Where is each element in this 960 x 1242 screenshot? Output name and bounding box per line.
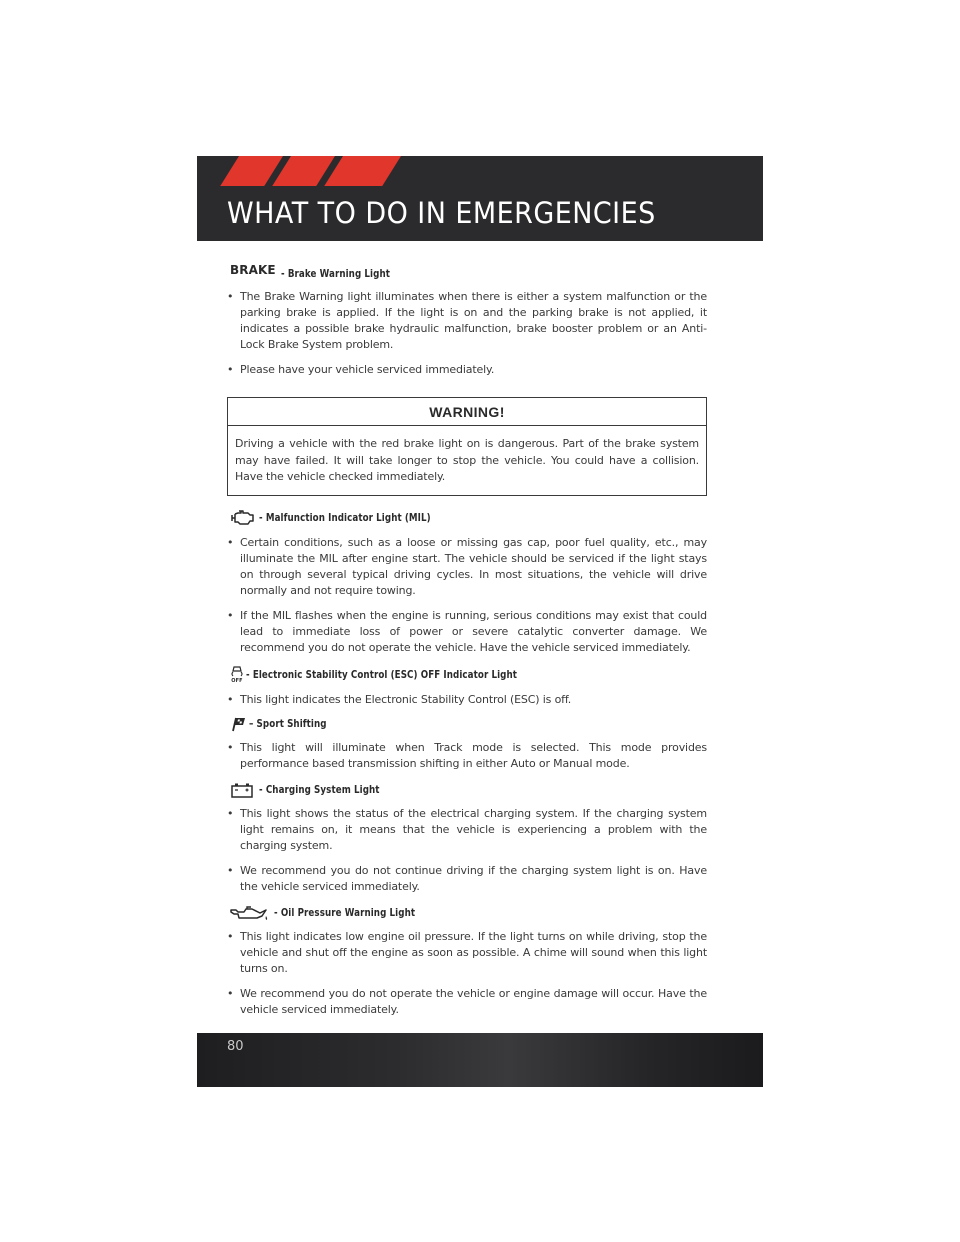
mil-heading: [227, 510, 707, 526]
list-item: • We recommend you do not operate the vehicle or engine damage will occur. Have the vehicle serviced immediately.: [227, 986, 707, 1018]
sport-heading: [227, 716, 707, 732]
charging-heading-label: - Charging System Light: [259, 783, 380, 796]
sport-bullets: [227, 740, 707, 772]
list-item: • Certain conditions, such as a loose or missing gas cap, poor fuel quality, etc., may illuminate the MIL after engine start. The vehicle should be serviced if the light stays on through several typical driving cycles. In most situations, the vehicle will drive normally and not require towing.: [227, 535, 707, 599]
warning-title: WARNING!: [228, 398, 706, 426]
list-item: • We recommend you do not continue driving if the charging system light is on. Have the vehicle serviced immediately.: [227, 863, 707, 895]
oil-can-icon: [230, 905, 270, 921]
page-footer: [197, 1033, 763, 1087]
list-item: • This light shows the status of the electrical charging system. If the charging system light remains on, it means that the vehicle is experiencing a problem with the charging system.: [227, 806, 707, 854]
list-item: • This light indicates low engine oil pressure. If the light turns on while driving, stop the vehicle and shut off the engine as soon as possible. A chime will sound when this light turns on.: [227, 929, 707, 977]
brake-bullets: [227, 289, 707, 378]
page-title: WHAT TO DO IN EMERGENCIES: [227, 196, 656, 230]
esc-off-icon-text: OFF: [231, 677, 243, 684]
brake-heading-label: - Brake Warning Light: [280, 266, 390, 280]
mil-bullets: [227, 535, 707, 656]
list-item: • Please have your vehicle serviced immediately.: [227, 362, 707, 378]
list-item: • The Brake Warning light illuminates when there is either a system malfunction or the parking brake is applied. If the light is on and the parking brake is not applied, it indicates a possible brake hydraulic malfunction, brake booster problem or an Anti-Lock Brake System problem.: [227, 289, 707, 353]
sport-flag-icon: [230, 716, 246, 732]
red-stripe-3: [324, 156, 401, 186]
mil-heading-label: - Malfunction Indicator Light (MIL): [259, 511, 431, 524]
brake-heading: [227, 263, 707, 280]
esc-bullets: [227, 692, 707, 708]
oil-heading-label: - Oil Pressure Warning Light: [274, 906, 416, 919]
list-item: • If the MIL flashes when the engine is running, serious conditions may exist that could lead to immediate loss of power or severe catalytic converter damage. We recommend you do not operate the vehicle. Have the vehicle serviced immediately.: [227, 608, 707, 656]
list-item: • This light will illuminate when Track mode is selected. This mode provides performance based transmission shifting in either Auto or Manual mode.: [227, 740, 707, 772]
esc-off-icon: [230, 666, 244, 684]
list-item: • This light indicates the Electronic Stability Control (ESC) is off.: [227, 692, 707, 708]
esc-heading-label: - Electronic Stability Control (ESC) OFF Indicator Light: [246, 668, 518, 681]
charging-bullets: [227, 806, 707, 895]
brake-warning-icon: BRAKE: [230, 263, 276, 277]
engine-icon: [230, 510, 256, 526]
page-number: 80: [227, 1039, 244, 1054]
oil-heading: [227, 905, 707, 921]
battery-icon: [230, 782, 254, 798]
esc-heading: [227, 666, 707, 684]
charging-heading: [227, 782, 707, 798]
page-content: [227, 263, 707, 1018]
oil-bullets: [227, 929, 707, 1018]
warning-text: Driving a vehicle with the red brake light on is dangerous. Part of the brake system may have failed. It will take longer to stop the vehicle. You could have a collision. Have the vehicle checked immediately.: [235, 437, 699, 483]
sport-heading-label: – Sport Shifting: [249, 717, 327, 730]
section-header: [197, 156, 763, 241]
warning-box: [227, 397, 707, 496]
